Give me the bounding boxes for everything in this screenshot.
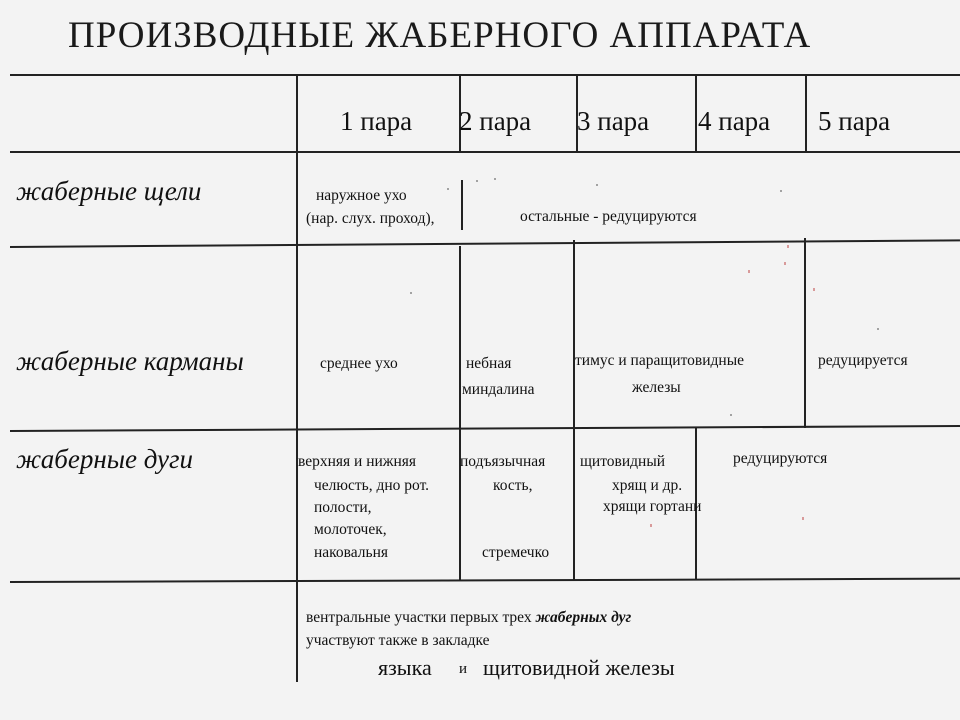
page-title: ПРОИЗВОДНЫЕ ЖАБЕРНОГО АППАРАТА xyxy=(68,15,812,56)
col-line-4-header xyxy=(695,74,697,152)
table-line-top xyxy=(10,74,960,76)
arches-pair3-line2: хрящ и др. xyxy=(612,477,683,494)
scan-speck xyxy=(650,524,652,527)
pockets-pair5: редуцируется xyxy=(818,352,908,369)
table-line-row2 xyxy=(10,425,960,432)
scan-speck xyxy=(476,180,478,182)
col-line-3-body xyxy=(573,240,575,581)
scan-speck xyxy=(813,288,815,291)
col-line-slits-sep xyxy=(461,180,463,230)
arches-pair2-line2: кость, xyxy=(493,477,533,494)
footer-thyroid: щитовидной железы xyxy=(483,655,675,680)
arches-pair1-line2: челюсть, дно рот. xyxy=(314,477,430,494)
slits-pair1-line2: (нар. слух. проход), xyxy=(306,210,435,227)
scan-speck xyxy=(410,292,412,294)
row-label-slits: жаберные щели xyxy=(16,176,202,206)
arches-pair1-line4: молоточек, xyxy=(314,521,387,538)
header-pair-3: 3 пара xyxy=(577,106,650,136)
scan-speck xyxy=(877,328,879,330)
row-label-arches: жаберные дуги xyxy=(16,444,194,474)
header-pair-2: 2 пара xyxy=(459,106,532,136)
scan-speck xyxy=(447,188,449,190)
table-line-row1 xyxy=(10,239,960,248)
arches-pair2-line1: подъязычная xyxy=(460,453,546,470)
scan-speck xyxy=(780,190,782,192)
col-line-5-header xyxy=(805,74,807,152)
scan-speck xyxy=(787,245,789,248)
arches-pair3-line3: хрящи гортани xyxy=(603,498,702,515)
pockets-pair2-line2: миндалина xyxy=(462,381,535,398)
header-pair-5: 5 пара xyxy=(818,106,891,136)
pockets-pair34-line1: тимус и паращитовидные xyxy=(575,352,744,369)
footer-tongue: языка xyxy=(378,655,432,680)
col-line-2-body xyxy=(459,246,461,581)
footer-and: и xyxy=(459,661,468,677)
footer-line1-emphasis: жаберных дуг xyxy=(535,609,632,626)
scan-speck xyxy=(748,270,750,273)
arches-pair1-line5: наковальня xyxy=(314,544,389,561)
slits-others: остальные - редуцируются xyxy=(520,208,697,225)
header-pair-4: 4 пара xyxy=(698,106,771,136)
arches-pair1-line3: полости, xyxy=(314,499,372,516)
col-line-1 xyxy=(296,74,298,682)
footer-line2: участвуют также в закладке xyxy=(306,632,490,649)
footer-line1 xyxy=(306,608,631,627)
header-pair-1: 1 пара xyxy=(340,106,413,136)
arches-pair2-line3: стремечко xyxy=(482,544,550,561)
scan-speck xyxy=(730,414,732,416)
footer-line1-start: вентральные участки первых трех xyxy=(306,609,532,626)
arches-pair45: редуцируются xyxy=(733,450,828,467)
scan-speck xyxy=(802,517,804,520)
pockets-pair2-line1: небная xyxy=(466,355,512,372)
table-line-row3 xyxy=(10,578,960,583)
slits-pair1-line1: наружное ухо xyxy=(316,187,407,204)
pockets-pair34-line2: железы xyxy=(632,379,681,396)
col-line-5-pockets xyxy=(804,238,806,428)
pockets-pair1: среднее ухо xyxy=(320,355,398,372)
arches-pair3-line1: щитовидный xyxy=(580,453,666,470)
arches-pair1-line1: верхняя и нижняя xyxy=(298,453,417,470)
scan-speck xyxy=(596,184,598,186)
scan-speck xyxy=(784,262,786,265)
scan-speck xyxy=(494,178,496,180)
table-line-header xyxy=(10,151,960,153)
row-label-pockets: жаберные карманы xyxy=(16,346,244,376)
